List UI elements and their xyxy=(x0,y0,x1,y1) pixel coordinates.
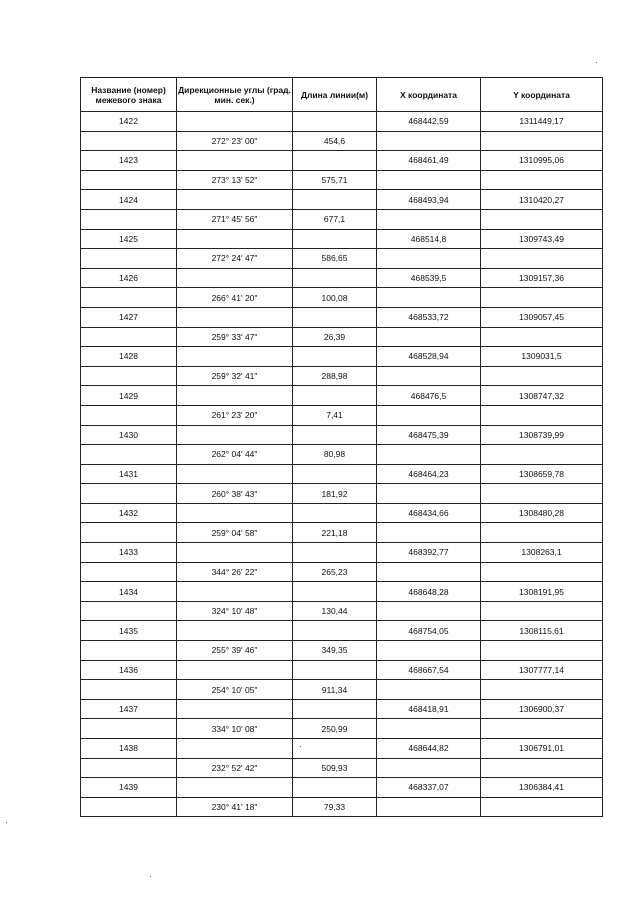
point-name: 1430 xyxy=(81,425,177,445)
segment-row xyxy=(81,680,603,700)
point-length-empty xyxy=(293,621,377,641)
segment-name-empty xyxy=(81,405,177,425)
segment-name-empty xyxy=(81,797,177,817)
point-length-empty xyxy=(293,739,377,759)
point-y: 1307777,14 xyxy=(481,660,603,680)
segment-angle: 261° 23' 20" xyxy=(177,405,293,425)
segment-y-empty xyxy=(481,445,603,465)
point-length-empty xyxy=(293,778,377,798)
point-row xyxy=(81,621,603,641)
segment-row xyxy=(81,523,603,543)
point-angle-empty xyxy=(177,621,293,641)
point-angle-empty xyxy=(177,582,293,602)
segment-name-empty xyxy=(81,170,177,190)
segment-name-empty xyxy=(81,601,177,621)
segment-angle: 324° 10' 48" xyxy=(177,601,293,621)
point-length-empty xyxy=(293,464,377,484)
point-length-empty xyxy=(293,503,377,523)
point-name: 1433 xyxy=(81,543,177,563)
point-name: 1428 xyxy=(81,347,177,367)
segment-name-empty xyxy=(81,719,177,739)
scan-speck xyxy=(596,62,597,63)
segment-angle: 272° 23' 00" xyxy=(177,131,293,151)
table-body xyxy=(81,112,603,817)
segment-angle: 255° 39' 46" xyxy=(177,641,293,661)
segment-y-empty xyxy=(481,601,603,621)
segment-angle: 254° 10' 05" xyxy=(177,680,293,700)
point-row xyxy=(81,582,603,602)
segment-name-empty xyxy=(81,131,177,151)
segment-x-empty xyxy=(377,445,481,465)
point-y: 1306791,01 xyxy=(481,739,603,759)
point-x: 468648,28 xyxy=(377,582,481,602)
segment-x-empty xyxy=(377,797,481,817)
segment-row xyxy=(81,758,603,778)
point-name: 1426 xyxy=(81,268,177,288)
segment-angle: 273° 13' 52" xyxy=(177,170,293,190)
point-length-empty xyxy=(293,347,377,367)
segment-length: 181,92 xyxy=(293,484,377,504)
segment-angle: 334° 10' 08" xyxy=(177,719,293,739)
segment-length: 250,99 xyxy=(293,719,377,739)
point-row xyxy=(81,739,603,759)
point-x: 468442,59 xyxy=(377,112,481,132)
segment-x-empty xyxy=(377,170,481,190)
point-x: 468528,94 xyxy=(377,347,481,367)
point-name: 1424 xyxy=(81,190,177,210)
point-length-empty xyxy=(293,386,377,406)
segment-length: 100,08 xyxy=(293,288,377,308)
segment-angle: 259° 04' 58" xyxy=(177,523,293,543)
segment-row xyxy=(81,641,603,661)
segment-length: 288,98 xyxy=(293,366,377,386)
segment-name-empty xyxy=(81,484,177,504)
segment-angle: 260° 38' 43" xyxy=(177,484,293,504)
segment-y-empty xyxy=(481,562,603,582)
point-x: 468464,23 xyxy=(377,464,481,484)
point-row xyxy=(81,268,603,288)
point-x: 468533,72 xyxy=(377,307,481,327)
point-y: 1308739,99 xyxy=(481,425,603,445)
segment-y-empty xyxy=(481,209,603,229)
point-x: 468392,77 xyxy=(377,543,481,563)
segment-x-empty xyxy=(377,523,481,543)
point-y: 1306384,41 xyxy=(481,778,603,798)
point-name: 1425 xyxy=(81,229,177,249)
segment-angle: 259° 33' 47" xyxy=(177,327,293,347)
scan-speck xyxy=(300,746,301,747)
segment-x-empty xyxy=(377,249,481,269)
segment-y-empty xyxy=(481,484,603,504)
point-name: 1439 xyxy=(81,778,177,798)
point-row xyxy=(81,229,603,249)
point-x: 468493,94 xyxy=(377,190,481,210)
point-length-empty xyxy=(293,190,377,210)
segment-y-empty xyxy=(481,641,603,661)
segment-row xyxy=(81,445,603,465)
point-angle-empty xyxy=(177,307,293,327)
point-name: 1423 xyxy=(81,151,177,171)
point-angle-empty xyxy=(177,739,293,759)
segment-y-empty xyxy=(481,249,603,269)
point-row xyxy=(81,112,603,132)
segment-name-empty xyxy=(81,641,177,661)
point-y: 1310420,27 xyxy=(481,190,603,210)
segment-x-empty xyxy=(377,131,481,151)
segment-row xyxy=(81,249,603,269)
point-length-empty xyxy=(293,425,377,445)
point-length-empty xyxy=(293,543,377,563)
segment-y-empty xyxy=(481,288,603,308)
segment-y-empty xyxy=(481,523,603,543)
segment-row xyxy=(81,209,603,229)
point-name: 1436 xyxy=(81,660,177,680)
point-y: 1308115,61 xyxy=(481,621,603,641)
point-y: 1309743,49 xyxy=(481,229,603,249)
point-angle-empty xyxy=(177,503,293,523)
point-y: 1309057,45 xyxy=(481,307,603,327)
segment-y-empty xyxy=(481,327,603,347)
segment-row xyxy=(81,170,603,190)
point-name: 1431 xyxy=(81,464,177,484)
scan-speck xyxy=(150,876,151,877)
segment-name-empty xyxy=(81,366,177,386)
point-angle-empty xyxy=(177,112,293,132)
segment-angle: 230° 41' 18" xyxy=(177,797,293,817)
point-y: 1308659,78 xyxy=(481,464,603,484)
segment-x-empty xyxy=(377,601,481,621)
segment-angle: 271° 45' 56" xyxy=(177,209,293,229)
segment-name-empty xyxy=(81,445,177,465)
point-length-empty xyxy=(293,582,377,602)
segment-row xyxy=(81,405,603,425)
point-angle-empty xyxy=(177,778,293,798)
header-x: Х координата xyxy=(377,78,481,112)
segment-name-empty xyxy=(81,249,177,269)
segment-length: 26,39 xyxy=(293,327,377,347)
segment-x-empty xyxy=(377,562,481,582)
point-name: 1435 xyxy=(81,621,177,641)
point-length-empty xyxy=(293,699,377,719)
point-length-empty xyxy=(293,660,377,680)
segment-name-empty xyxy=(81,562,177,582)
segment-angle: 272° 24' 47" xyxy=(177,249,293,269)
point-x: 468337,07 xyxy=(377,778,481,798)
segment-y-empty xyxy=(481,170,603,190)
point-row xyxy=(81,543,603,563)
point-angle-empty xyxy=(177,229,293,249)
point-y: 1309031,5 xyxy=(481,347,603,367)
segment-length: 349,35 xyxy=(293,641,377,661)
segment-x-empty xyxy=(377,288,481,308)
segment-name-empty xyxy=(81,209,177,229)
point-x: 468514,8 xyxy=(377,229,481,249)
point-row xyxy=(81,778,603,798)
point-angle-empty xyxy=(177,660,293,680)
segment-row xyxy=(81,562,603,582)
point-x: 468475,39 xyxy=(377,425,481,445)
point-x: 468667,54 xyxy=(377,660,481,680)
segment-x-empty xyxy=(377,680,481,700)
point-x: 468461,49 xyxy=(377,151,481,171)
point-row xyxy=(81,425,603,445)
point-row xyxy=(81,464,603,484)
point-row xyxy=(81,386,603,406)
segment-length: 911,34 xyxy=(293,680,377,700)
segment-name-empty xyxy=(81,758,177,778)
point-name: 1427 xyxy=(81,307,177,327)
segment-y-empty xyxy=(481,680,603,700)
point-angle-empty xyxy=(177,190,293,210)
segment-length: 509,93 xyxy=(293,758,377,778)
point-length-empty xyxy=(293,307,377,327)
segment-length: 80,98 xyxy=(293,445,377,465)
segment-row xyxy=(81,797,603,817)
header-length: Длина линии(м) xyxy=(293,78,377,112)
segment-angle: 266° 41' 20" xyxy=(177,288,293,308)
point-name: 1432 xyxy=(81,503,177,523)
point-row xyxy=(81,151,603,171)
header-angle: Дирекционные углы (град. мин. сек.) xyxy=(177,78,293,112)
point-y: 1306900,37 xyxy=(481,699,603,719)
segment-x-empty xyxy=(377,758,481,778)
segment-name-empty xyxy=(81,327,177,347)
segment-length: 454,6 xyxy=(293,131,377,151)
segment-name-empty xyxy=(81,288,177,308)
point-x: 468644,82 xyxy=(377,739,481,759)
header-row xyxy=(81,78,603,112)
segment-x-empty xyxy=(377,719,481,739)
segment-length: 265,23 xyxy=(293,562,377,582)
segment-row xyxy=(81,131,603,151)
segment-x-empty xyxy=(377,209,481,229)
segment-x-empty xyxy=(377,641,481,661)
point-length-empty xyxy=(293,151,377,171)
segment-length: 575,71 xyxy=(293,170,377,190)
segment-length: 7,41 xyxy=(293,405,377,425)
segment-y-empty xyxy=(481,758,603,778)
segment-x-empty xyxy=(377,405,481,425)
segment-row xyxy=(81,601,603,621)
point-x: 468434,66 xyxy=(377,503,481,523)
point-row xyxy=(81,307,603,327)
segment-y-empty xyxy=(481,131,603,151)
header-name: Название (номер) межевого знака xyxy=(81,78,177,112)
segment-length: 221,18 xyxy=(293,523,377,543)
segment-y-empty xyxy=(481,366,603,386)
segment-name-empty xyxy=(81,523,177,543)
segment-length: 130,44 xyxy=(293,601,377,621)
point-y: 1310995,06 xyxy=(481,151,603,171)
point-y: 1308191,95 xyxy=(481,582,603,602)
point-angle-empty xyxy=(177,425,293,445)
point-x: 468754,05 xyxy=(377,621,481,641)
point-length-empty xyxy=(293,112,377,132)
point-name: 1437 xyxy=(81,699,177,719)
point-y: 1311449,17 xyxy=(481,112,603,132)
segment-row xyxy=(81,327,603,347)
segment-angle: 344° 26' 22" xyxy=(177,562,293,582)
point-angle-empty xyxy=(177,543,293,563)
point-row xyxy=(81,190,603,210)
point-y: 1308480,28 xyxy=(481,503,603,523)
point-angle-empty xyxy=(177,151,293,171)
segment-row xyxy=(81,366,603,386)
segment-length: 79,33 xyxy=(293,797,377,817)
segment-angle: 262° 04' 44" xyxy=(177,445,293,465)
segment-row xyxy=(81,288,603,308)
point-angle-empty xyxy=(177,347,293,367)
point-name: 1422 xyxy=(81,112,177,132)
segment-angle: 232° 52' 42" xyxy=(177,758,293,778)
segment-y-empty xyxy=(481,719,603,739)
point-angle-empty xyxy=(177,386,293,406)
point-length-empty xyxy=(293,268,377,288)
point-length-empty xyxy=(293,229,377,249)
point-name: 1429 xyxy=(81,386,177,406)
segment-length: 677,1 xyxy=(293,209,377,229)
point-name: 1434 xyxy=(81,582,177,602)
point-angle-empty xyxy=(177,464,293,484)
segment-x-empty xyxy=(377,327,481,347)
segment-x-empty xyxy=(377,484,481,504)
segment-x-empty xyxy=(377,366,481,386)
survey-table xyxy=(80,77,603,817)
point-y: 1308747,32 xyxy=(481,386,603,406)
segment-row xyxy=(81,484,603,504)
segment-y-empty xyxy=(481,797,603,817)
point-x: 468418,91 xyxy=(377,699,481,719)
point-name: 1438 xyxy=(81,739,177,759)
point-y: 1309157,36 xyxy=(481,268,603,288)
point-row xyxy=(81,699,603,719)
header-y: Y координата xyxy=(481,78,603,112)
point-row xyxy=(81,503,603,523)
point-row xyxy=(81,347,603,367)
point-x: 468539,5 xyxy=(377,268,481,288)
segment-angle: 259° 32' 41" xyxy=(177,366,293,386)
point-row xyxy=(81,660,603,680)
point-x: 468476,5 xyxy=(377,386,481,406)
scan-speck xyxy=(6,822,7,823)
point-angle-empty xyxy=(177,699,293,719)
segment-row xyxy=(81,719,603,739)
point-y: 1308263,1 xyxy=(481,543,603,563)
segment-y-empty xyxy=(481,405,603,425)
segment-name-empty xyxy=(81,680,177,700)
segment-length: 586,65 xyxy=(293,249,377,269)
point-angle-empty xyxy=(177,268,293,288)
